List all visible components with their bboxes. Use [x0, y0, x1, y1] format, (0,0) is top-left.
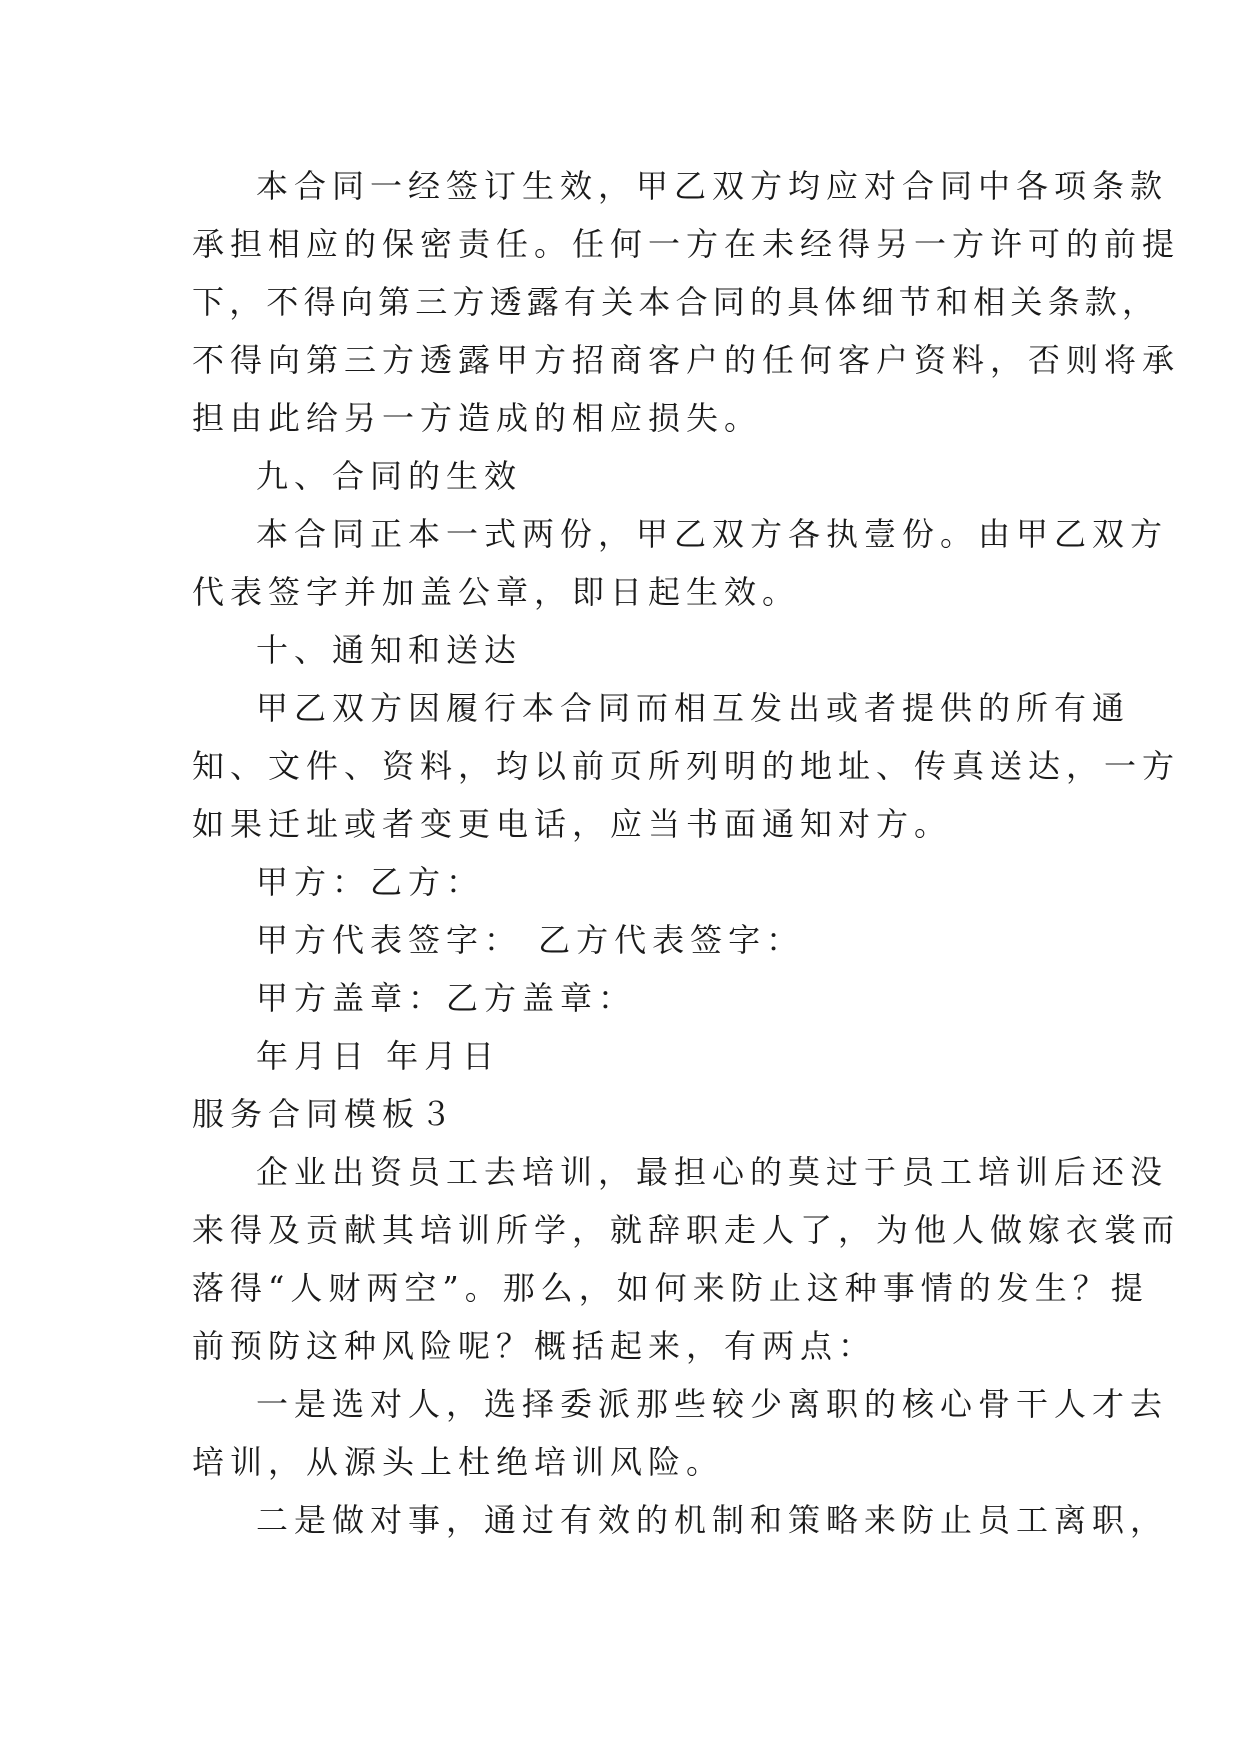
paragraph-line: 二是做对事，通过有效的机制和策略来防止员工离职， [256, 1501, 1169, 1539]
date-line: 年月日 年月日 [256, 1037, 501, 1075]
paragraph-line: 如果迁址或者变更电话，应当书面通知对方。 [192, 805, 953, 843]
paragraph-line: 本合同正本一式两份，甲乙双方各执壹份。由甲乙双方 [256, 515, 1169, 553]
paragraph-line: 担由此给另一方造成的相应损失。 [192, 399, 763, 437]
paragraph-line: 前预防这种风险呢？概括起来，有两点： [192, 1327, 877, 1365]
section-heading: 九、合同的生效 [256, 457, 523, 495]
paragraph-line: 一是选对人，选择委派那些较少离职的核心骨干人才去 [256, 1385, 1169, 1423]
paragraph-line: 落得“人财两空”。那么，如何来防止这种事情的发生？提 [192, 1269, 1149, 1307]
paragraph-line: 本合同一经签订生效，甲乙双方均应对合同中各项条款 [256, 167, 1169, 205]
seal-line: 甲方盖章：乙方盖章： [256, 979, 637, 1017]
paragraph-line: 企业出资员工去培训，最担心的莫过于员工培训后还没 [256, 1153, 1169, 1191]
signature-line: 甲方代表签字： 乙方代表签字： [256, 921, 805, 959]
paragraph-line: 来得及贡献其培训所学，就辞职走人了，为他人做嫁衣裳而 [192, 1211, 1181, 1249]
document-title: 服务合同模板３ [192, 1095, 459, 1133]
paragraph-line: 甲乙双方因履行本合同而相互发出或者提供的所有通 [256, 689, 1131, 727]
section-heading: 十、通知和送达 [256, 631, 523, 669]
paragraph-line: 下，不得向第三方透露有关本合同的具体细节和相关条款， [192, 283, 1160, 321]
paragraph-line: 知、文件、资料，均以前页所列明的地址、传真送达，一方 [192, 747, 1181, 785]
paragraph-line: 不得向第三方透露甲方招商客户的任何客户资料，否则将承 [192, 341, 1181, 379]
paragraph-line: 承担相应的保密责任。任何一方在未经得另一方许可的前提 [192, 225, 1181, 263]
party-line: 甲方：乙方： [256, 863, 485, 901]
paragraph-line: 培训，从源头上杜绝培训风险。 [192, 1443, 725, 1481]
paragraph-line: 代表签字并加盖公章，即日起生效。 [192, 573, 801, 611]
